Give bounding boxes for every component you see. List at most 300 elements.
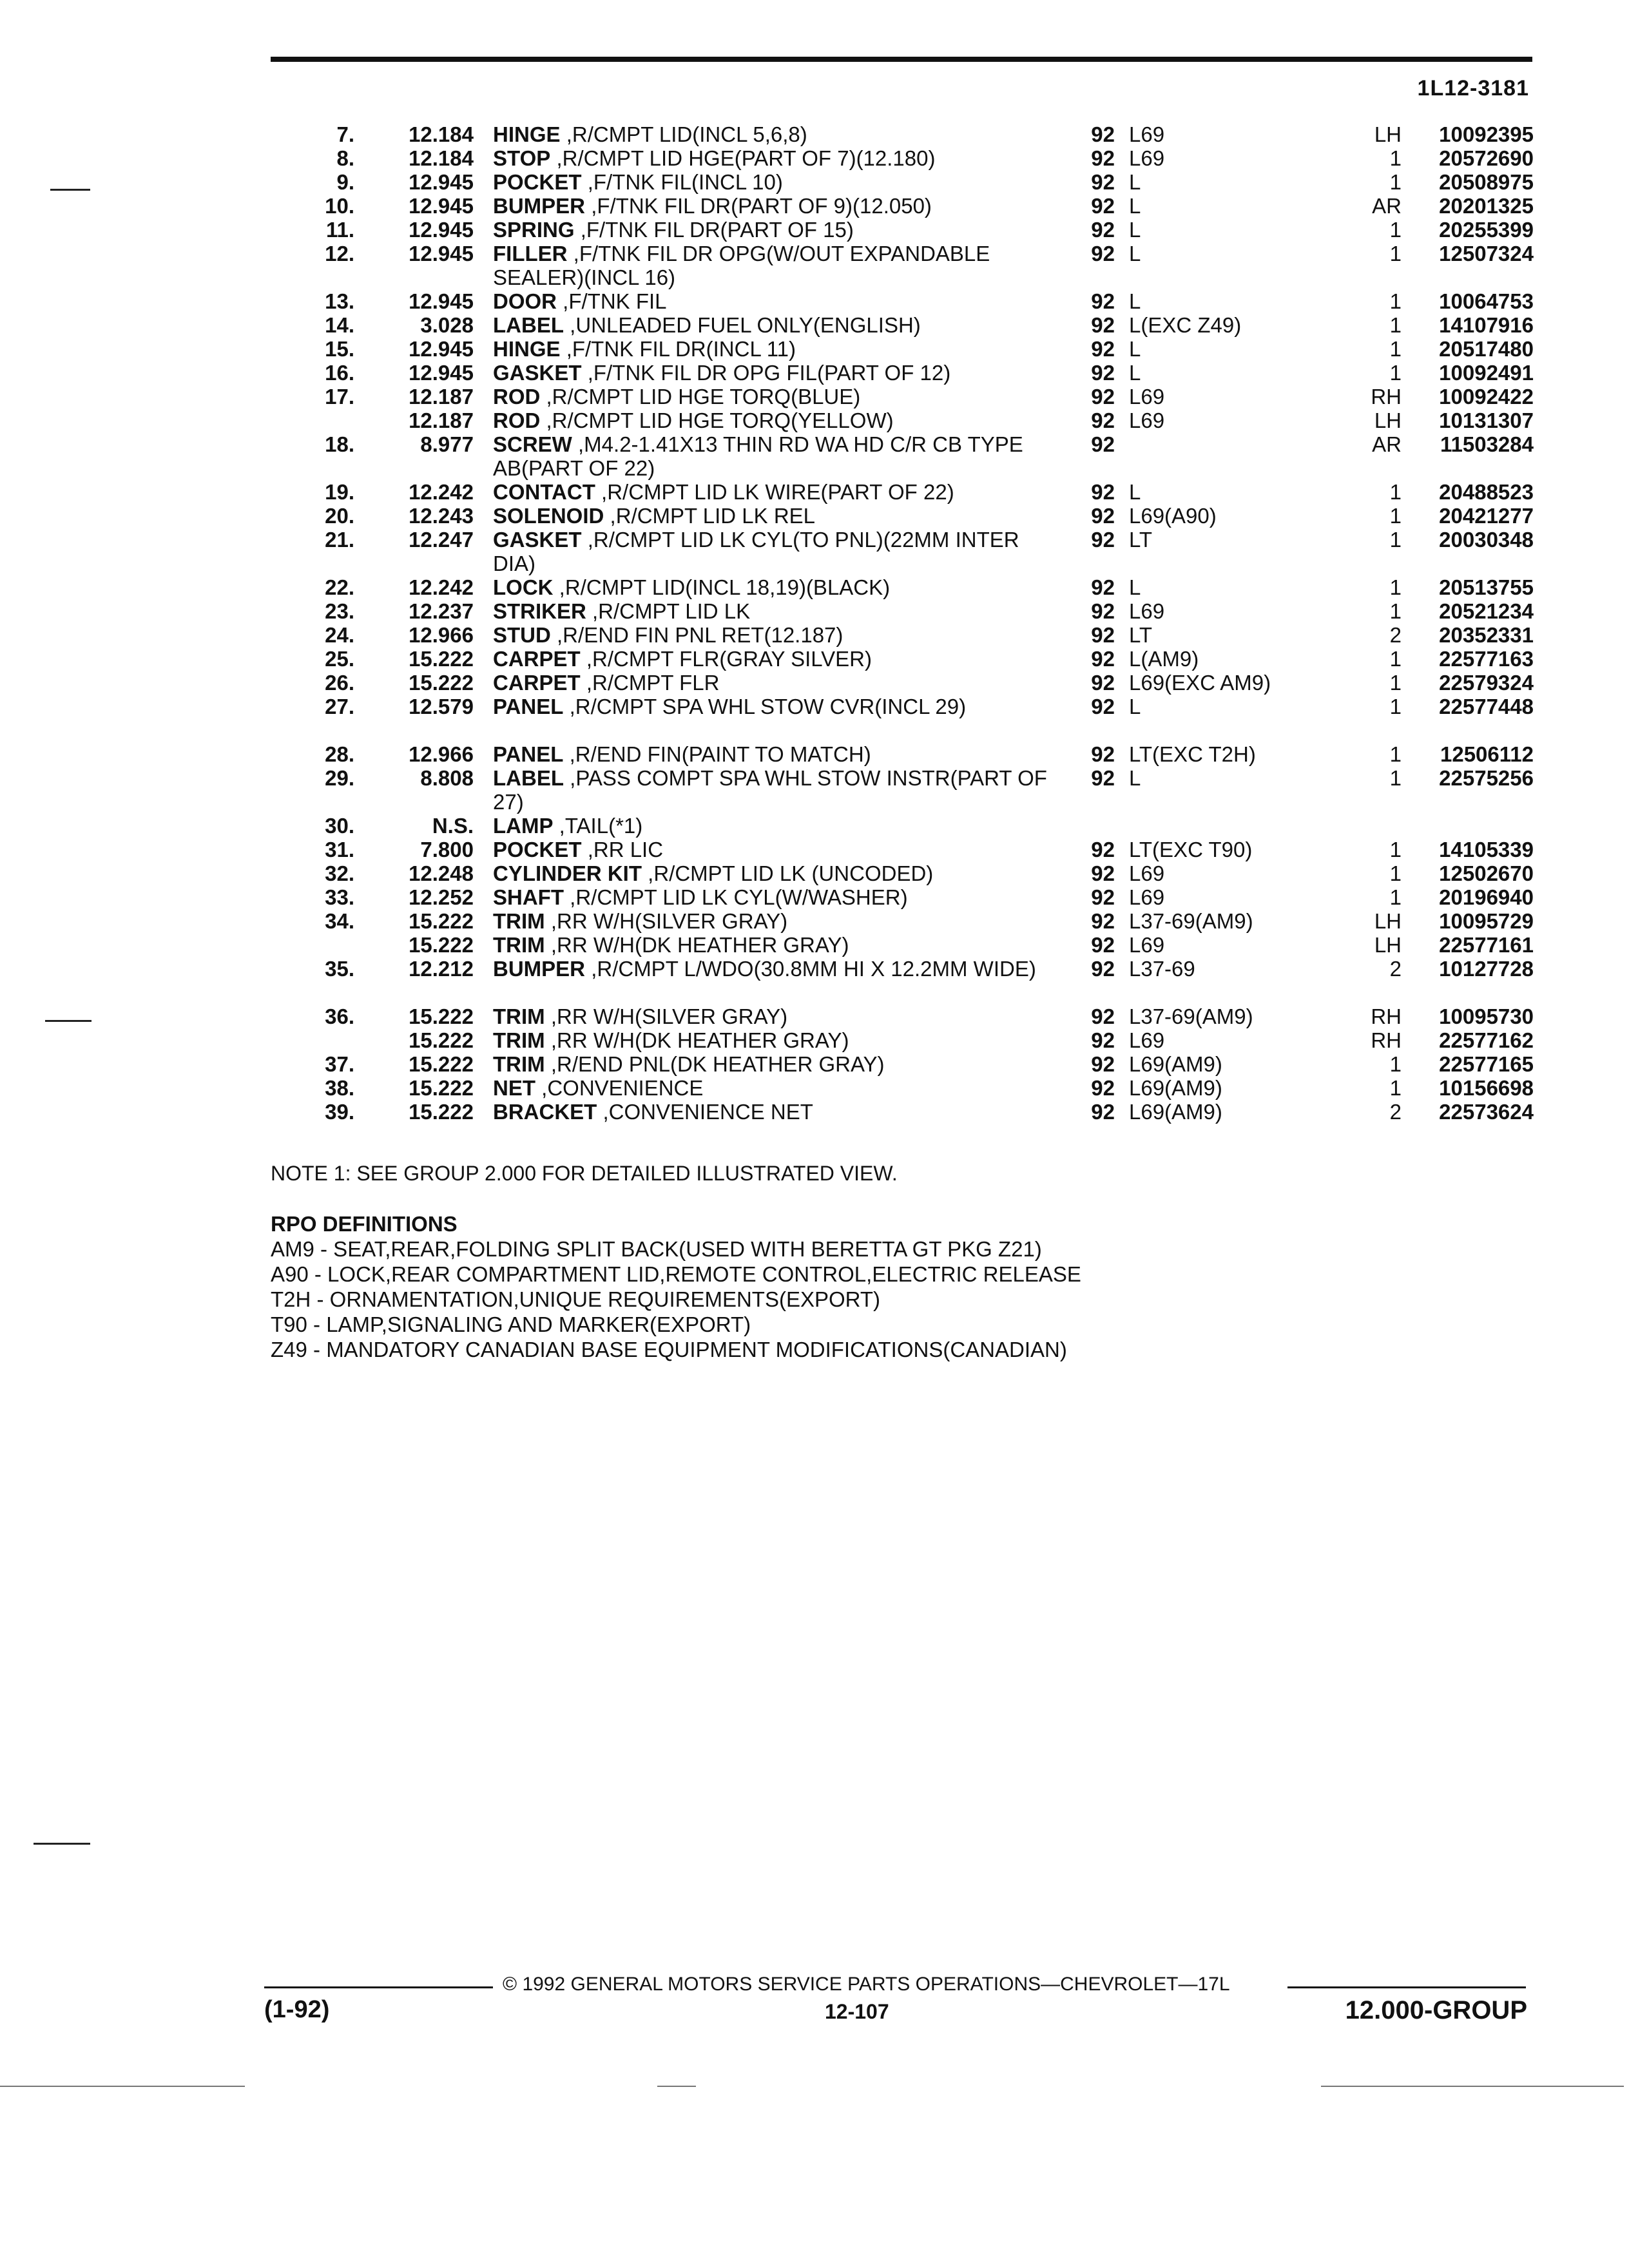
part-detail: ,RR W/H(DK HEATHER GRAY) — [550, 1028, 849, 1052]
rpo-item: Z49 - MANDATORY CANADIAN BASE EQUIPMENT MODIFICATIONS(CANADIAN) — [271, 1338, 1067, 1361]
part-description — [493, 313, 1054, 337]
margin-mark — [50, 189, 90, 191]
part-number: 10131307 — [1439, 408, 1534, 432]
group-number: 15.222 — [409, 1028, 474, 1052]
parts-row — [271, 528, 1534, 575]
parts-row — [271, 122, 1534, 146]
quantity: 1 — [1389, 504, 1402, 528]
part-detail: ,R/END FIN PNL RET(12.187) — [557, 623, 843, 647]
item-number: 17. — [325, 385, 354, 408]
part-description — [493, 838, 1054, 861]
group-number: 12.243 — [409, 504, 474, 528]
part-description — [493, 814, 1054, 838]
quantity: 1 — [1389, 695, 1402, 718]
quantity: 1 — [1389, 1052, 1402, 1076]
part-name: TRIM — [493, 933, 545, 957]
footer-date: (1-92) — [264, 1996, 330, 2023]
part-number: 22577165 — [1439, 1052, 1534, 1076]
usage-code: L69 — [1129, 861, 1165, 885]
part-detail: ,RR W/H(DK HEATHER GRAY) — [550, 933, 849, 957]
part-number: 20508975 — [1439, 170, 1534, 194]
part-name: DOOR — [493, 289, 557, 313]
model-year: 92 — [1091, 289, 1115, 313]
part-name: LABEL — [493, 766, 564, 790]
parts-row — [271, 194, 1534, 218]
part-name: POCKET — [493, 838, 582, 861]
parts-row — [271, 885, 1534, 909]
part-detail: ,R/CMPT FLR(GRAY SILVER) — [586, 647, 872, 671]
quantity: 2 — [1389, 957, 1402, 981]
group-number: 15.222 — [409, 1052, 474, 1076]
part-name: POCKET — [493, 170, 582, 194]
parts-row — [271, 218, 1534, 242]
part-number: 20488523 — [1439, 480, 1534, 504]
part-description — [493, 933, 1054, 957]
usage-code: L69 — [1129, 385, 1165, 408]
parts-row — [271, 814, 1534, 838]
item-number: 13. — [325, 289, 354, 313]
group-number: 15.222 — [409, 647, 474, 671]
parts-row — [271, 671, 1534, 695]
part-name: HINGE — [493, 122, 561, 146]
page-code: 1L12-3181 — [1417, 76, 1529, 101]
model-year: 92 — [1091, 695, 1115, 718]
quantity: RH — [1371, 1028, 1402, 1052]
item-number: 36. — [325, 1004, 354, 1028]
group-number: 12.184 — [409, 146, 474, 170]
item-number: 16. — [325, 361, 354, 385]
part-detail: ,RR LIC — [587, 838, 664, 861]
item-number: 14. — [325, 313, 354, 337]
footer-page-number: 12-107 — [825, 2000, 889, 2023]
model-year: 92 — [1091, 599, 1115, 623]
part-number: 22575256 — [1439, 766, 1534, 790]
part-detail: ,F/TNK FIL DR(INCL 11) — [566, 337, 796, 361]
model-year: 92 — [1091, 1028, 1115, 1052]
part-description — [493, 695, 1054, 718]
item-number: 11. — [325, 218, 354, 242]
part-description — [493, 599, 1054, 623]
part-number: 20255399 — [1439, 218, 1534, 242]
part-number: 20517480 — [1439, 337, 1534, 361]
part-number: 12502670 — [1439, 861, 1534, 885]
part-number: 12506112 — [1440, 742, 1534, 766]
model-year: 92 — [1091, 504, 1115, 528]
part-description — [493, 408, 1054, 432]
item-number: 30. — [325, 814, 354, 838]
part-detail: ,R/CMPT LID LK REL — [610, 504, 816, 528]
parts-row — [271, 909, 1534, 933]
part-number: 10127728 — [1439, 957, 1534, 981]
item-number: 27. — [325, 695, 354, 718]
part-detail: ,R/CMPT LID LK WIRE(PART OF 22) — [601, 480, 954, 504]
item-number: 9. — [336, 170, 354, 194]
part-number: 22577162 — [1439, 1028, 1534, 1052]
quantity: 1 — [1389, 289, 1402, 313]
quantity: 1 — [1389, 337, 1402, 361]
part-detail: ,R/CMPT LID LK (UNCODED) — [648, 861, 934, 885]
part-number: 10092422 — [1439, 385, 1534, 408]
parts-row — [271, 599, 1534, 623]
model-year: 92 — [1091, 218, 1115, 242]
group-number: 12.945 — [409, 289, 474, 313]
part-name: BRACKET — [493, 1100, 597, 1124]
part-name: STUD — [493, 623, 551, 647]
part-description — [493, 671, 1054, 695]
parts-row — [271, 1052, 1534, 1076]
model-year: 92 — [1091, 528, 1115, 552]
part-detail: ,F/TNK FIL DR OPG FIL(PART OF 12) — [587, 361, 951, 385]
usage-code: L69 — [1129, 146, 1165, 170]
part-detail: ,UNLEADED FUEL ONLY(ENGLISH) — [570, 313, 921, 337]
usage-code: L — [1129, 289, 1141, 313]
part-description — [493, 146, 1054, 170]
footer-rule-right — [1287, 1986, 1526, 1988]
parts-row — [271, 170, 1534, 194]
part-name: FILLER — [493, 242, 568, 265]
part-name: GASKET — [493, 528, 582, 552]
part-detail: ,R/END PNL(DK HEATHER GRAY) — [550, 1052, 885, 1076]
usage-code: L69(AM9) — [1129, 1052, 1222, 1076]
quantity: 1 — [1389, 671, 1402, 695]
quantity: 1 — [1389, 146, 1402, 170]
part-number: 20521234 — [1439, 599, 1534, 623]
parts-row — [271, 408, 1534, 432]
part-name: LABEL — [493, 313, 564, 337]
item-number: 38. — [325, 1076, 354, 1100]
model-year: 92 — [1091, 957, 1115, 981]
usage-code: L — [1129, 218, 1141, 242]
model-year: 92 — [1091, 313, 1115, 337]
model-year: 92 — [1091, 480, 1115, 504]
rpo-title: RPO DEFINITIONS — [271, 1212, 458, 1236]
margin-mark — [45, 1020, 92, 1022]
group-number: 12.187 — [409, 408, 474, 432]
parts-row — [271, 1100, 1534, 1124]
part-number: 10095730 — [1439, 1004, 1534, 1028]
item-number: 23. — [325, 599, 354, 623]
part-name: TRIM — [493, 1028, 545, 1052]
model-year: 92 — [1091, 885, 1115, 909]
usage-code: L69(EXC AM9) — [1129, 671, 1271, 695]
parts-row — [271, 838, 1534, 861]
binding-line — [1321, 2086, 1624, 2087]
group-number: 12.579 — [409, 695, 474, 718]
part-number: 10064753 — [1439, 289, 1534, 313]
quantity: LH — [1374, 933, 1402, 957]
group-number: 15.222 — [409, 1100, 474, 1124]
item-number: 32. — [325, 861, 354, 885]
part-name: LAMP — [493, 814, 554, 838]
usage-code: L — [1129, 194, 1141, 218]
item-number: 22. — [325, 575, 354, 599]
group-number: 15.222 — [409, 909, 474, 933]
quantity: 1 — [1389, 242, 1402, 265]
quantity: 2 — [1389, 1100, 1402, 1124]
group-number: 12.945 — [409, 361, 474, 385]
usage-code: L(EXC Z49) — [1129, 313, 1242, 337]
part-description — [493, 289, 1054, 313]
quantity: 1 — [1389, 480, 1402, 504]
group-number: 15.222 — [409, 671, 474, 695]
part-detail: ,CONVENIENCE NET — [602, 1100, 813, 1124]
model-year: 92 — [1091, 861, 1115, 885]
part-number: 22579324 — [1439, 671, 1534, 695]
model-year: 92 — [1091, 170, 1115, 194]
group-number: 12.945 — [409, 242, 474, 265]
quantity: AR — [1372, 194, 1402, 218]
group-number: 12.945 — [409, 218, 474, 242]
item-number: 34. — [325, 909, 354, 933]
part-description — [493, 623, 1054, 647]
part-description — [493, 122, 1054, 146]
part-detail: ,M4.2-1.41X13 THIN RD WA HD C/R CB TYPE AB(PART OF 22) — [493, 432, 1023, 480]
rpo-item: T90 - LAMP,SIGNALING AND MARKER(EXPORT) — [271, 1312, 751, 1336]
quantity: AR — [1372, 432, 1402, 456]
quantity: 1 — [1389, 313, 1402, 337]
part-detail: ,F/TNK FIL DR(PART OF 15) — [580, 218, 854, 242]
model-year: 92 — [1091, 1004, 1115, 1028]
part-description — [493, 194, 1054, 218]
group-number: 12.945 — [409, 337, 474, 361]
part-detail: ,R/CMPT LID HGE(PART OF 7)(12.180) — [556, 146, 936, 170]
part-number: 10092395 — [1439, 122, 1534, 146]
group-number: 3.028 — [420, 313, 474, 337]
group-number: 12.237 — [409, 599, 474, 623]
parts-row — [271, 313, 1534, 337]
part-number: 22577448 — [1439, 695, 1534, 718]
group-number: 15.222 — [409, 933, 474, 957]
part-description — [493, 861, 1054, 885]
usage-code: L37-69 — [1129, 957, 1195, 981]
part-name: SOLENOID — [493, 504, 604, 528]
item-number: 26. — [325, 671, 354, 695]
group-number: 12.247 — [409, 528, 474, 552]
item-number: 15. — [325, 337, 354, 361]
item-number: 18. — [325, 432, 354, 456]
usage-code: LT(EXC T90) — [1129, 838, 1253, 861]
part-detail: ,R/CMPT L/WDO(30.8MM HI X 12.2MM WIDE) — [591, 957, 1036, 981]
group-number: 12.184 — [409, 122, 474, 146]
part-detail: ,F/TNK FIL DR(PART OF 9)(12.050) — [591, 194, 932, 218]
quantity: LH — [1374, 408, 1402, 432]
model-year: 92 — [1091, 575, 1115, 599]
usage-code: L69(AM9) — [1129, 1100, 1222, 1124]
part-number: 20513755 — [1439, 575, 1534, 599]
part-name: CYLINDER KIT — [493, 861, 642, 885]
part-number: 22577161 — [1439, 933, 1534, 957]
parts-row — [271, 742, 1534, 766]
usage-code: L — [1129, 337, 1141, 361]
part-name: STOP — [493, 146, 551, 170]
quantity: 1 — [1389, 861, 1402, 885]
model-year: 92 — [1091, 647, 1115, 671]
usage-code: L — [1129, 361, 1141, 385]
part-name: ROD — [493, 408, 541, 432]
group-number: 15.222 — [409, 1004, 474, 1028]
part-number: 20572690 — [1439, 146, 1534, 170]
binding-line — [657, 2086, 696, 2087]
parts-row — [271, 1028, 1534, 1052]
parts-row — [271, 337, 1534, 361]
part-description — [493, 218, 1054, 242]
part-description — [493, 1028, 1054, 1052]
group-number: 12.945 — [409, 194, 474, 218]
part-name: CARPET — [493, 671, 581, 695]
part-description — [493, 909, 1054, 933]
usage-code: L69(A90) — [1129, 504, 1217, 528]
group-number: N.S. — [432, 814, 474, 838]
model-year: 92 — [1091, 194, 1115, 218]
quantity: 1 — [1389, 647, 1402, 671]
model-year: 92 — [1091, 337, 1115, 361]
parts-row — [271, 385, 1534, 408]
parts-row — [271, 861, 1534, 885]
item-number: 29. — [325, 766, 354, 790]
rpo-definitions — [271, 1211, 1081, 1362]
quantity: 1 — [1389, 218, 1402, 242]
usage-code: L — [1129, 575, 1141, 599]
part-detail: ,R/CMPT LID HGE TORQ(BLUE) — [546, 385, 861, 408]
parts-row — [271, 695, 1534, 742]
part-description — [493, 170, 1054, 194]
usage-code: L — [1129, 242, 1141, 265]
part-number: 22577163 — [1439, 647, 1534, 671]
model-year: 92 — [1091, 838, 1115, 861]
part-name: GASKET — [493, 361, 582, 385]
rpo-item: AM9 - SEAT,REAR,FOLDING SPLIT BACK(USED WITH BERETTA GT PKG Z21) — [271, 1237, 1042, 1261]
group-number: 12.945 — [409, 170, 474, 194]
part-number: 20030348 — [1439, 528, 1534, 552]
part-name: PANEL — [493, 695, 564, 718]
top-rule — [271, 57, 1532, 62]
part-number: 10092491 — [1439, 361, 1534, 385]
group-number: 12.248 — [409, 861, 474, 885]
part-name: CARPET — [493, 647, 581, 671]
part-description — [493, 385, 1054, 408]
parts-row — [271, 623, 1534, 647]
group-number: 12.187 — [409, 385, 474, 408]
parts-list — [271, 122, 1534, 1124]
usage-code: LT(EXC T2H) — [1129, 742, 1256, 766]
usage-code: L69 — [1129, 408, 1165, 432]
usage-code: L — [1129, 170, 1141, 194]
binding-line — [0, 2086, 245, 2087]
part-description — [493, 1076, 1054, 1100]
part-name: BUMPER — [493, 957, 586, 981]
usage-code: L69 — [1129, 599, 1165, 623]
part-detail: ,F/TNK FIL(INCL 10) — [587, 170, 783, 194]
rpo-item: T2H - ORNAMENTATION,UNIQUE REQUIREMENTS(EXPORT) — [271, 1287, 881, 1311]
part-description — [493, 575, 1054, 599]
part-number: 14107916 — [1439, 313, 1534, 337]
group-number: 12.242 — [409, 575, 474, 599]
parts-row — [271, 432, 1534, 480]
part-name: SCREW — [493, 432, 572, 456]
usage-code: L — [1129, 695, 1141, 718]
quantity: RH — [1371, 385, 1402, 408]
model-year: 92 — [1091, 385, 1115, 408]
copyright: © 1992 GENERAL MOTORS SERVICE PARTS OPERATIONS—CHEVROLET—17L — [503, 1974, 1230, 1995]
rpo-item: A90 - LOCK,REAR COMPARTMENT LID,REMOTE CONTROL,ELECTRIC RELEASE — [271, 1262, 1081, 1286]
part-description — [493, 432, 1054, 480]
model-year: 92 — [1091, 623, 1115, 647]
part-name: BUMPER — [493, 194, 586, 218]
parts-row — [271, 242, 1534, 289]
quantity: 1 — [1389, 361, 1402, 385]
part-description — [493, 1100, 1054, 1124]
part-description — [493, 1004, 1054, 1028]
quantity: 1 — [1389, 599, 1402, 623]
model-year: 92 — [1091, 671, 1115, 695]
part-description — [493, 337, 1054, 361]
model-year: 92 — [1091, 122, 1115, 146]
parts-row — [271, 146, 1534, 170]
part-description — [493, 766, 1054, 814]
usage-code: LT — [1129, 623, 1153, 647]
part-number: 20352331 — [1439, 623, 1534, 647]
part-detail: ,PASS COMPT SPA WHL STOW INSTR(PART OF 27) — [493, 766, 1047, 814]
model-year: 92 — [1091, 909, 1115, 933]
quantity: 1 — [1389, 170, 1402, 194]
part-name: NET — [493, 1076, 535, 1100]
parts-row — [271, 289, 1534, 313]
part-detail: ,R/CMPT LID HGE TORQ(YELLOW) — [546, 408, 894, 432]
part-detail: ,RR W/H(SILVER GRAY) — [550, 1004, 788, 1028]
quantity: 1 — [1389, 575, 1402, 599]
footer-rule-left — [264, 1986, 493, 1988]
quantity: LH — [1374, 909, 1402, 933]
item-number: 8. — [336, 146, 354, 170]
usage-code: L(AM9) — [1129, 647, 1199, 671]
group-number: 7.800 — [420, 838, 474, 861]
part-detail: ,CONVENIENCE — [541, 1076, 704, 1100]
part-name: CONTACT — [493, 480, 595, 504]
parts-row — [271, 575, 1534, 599]
part-name: SPRING — [493, 218, 575, 242]
item-number: 24. — [325, 623, 354, 647]
usage-code: L — [1129, 480, 1141, 504]
part-number: 20201325 — [1439, 194, 1534, 218]
part-description — [493, 647, 1054, 671]
group-number: 12.966 — [409, 623, 474, 647]
item-number: 37. — [325, 1052, 354, 1076]
usage-code: L69 — [1129, 1028, 1165, 1052]
part-detail: ,F/TNK FIL DR OPG(W/OUT EXPANDABLE SEALER)(INCL 16) — [493, 242, 990, 289]
item-number: 39. — [325, 1100, 354, 1124]
item-number: 12. — [325, 242, 354, 265]
part-number: 11503284 — [1440, 432, 1534, 456]
part-detail: ,RR W/H(SILVER GRAY) — [550, 909, 788, 933]
part-description — [493, 242, 1054, 289]
group-number: 12.242 — [409, 480, 474, 504]
item-number: 35. — [325, 957, 354, 981]
quantity: 1 — [1389, 766, 1402, 790]
item-number: 33. — [325, 885, 354, 909]
part-name: ROD — [493, 385, 541, 408]
group-number: 12.212 — [409, 957, 474, 981]
part-description — [493, 957, 1054, 981]
group-number: 12.252 — [409, 885, 474, 909]
parts-row — [271, 504, 1534, 528]
part-description — [493, 361, 1054, 385]
part-number: 20196940 — [1439, 885, 1534, 909]
quantity: 2 — [1389, 623, 1402, 647]
group-number: 8.977 — [420, 432, 474, 456]
quantity: RH — [1371, 1004, 1402, 1028]
item-number: 19. — [325, 480, 354, 504]
note: NOTE 1: SEE GROUP 2.000 FOR DETAILED ILLUSTRATED VIEW. — [271, 1162, 898, 1185]
